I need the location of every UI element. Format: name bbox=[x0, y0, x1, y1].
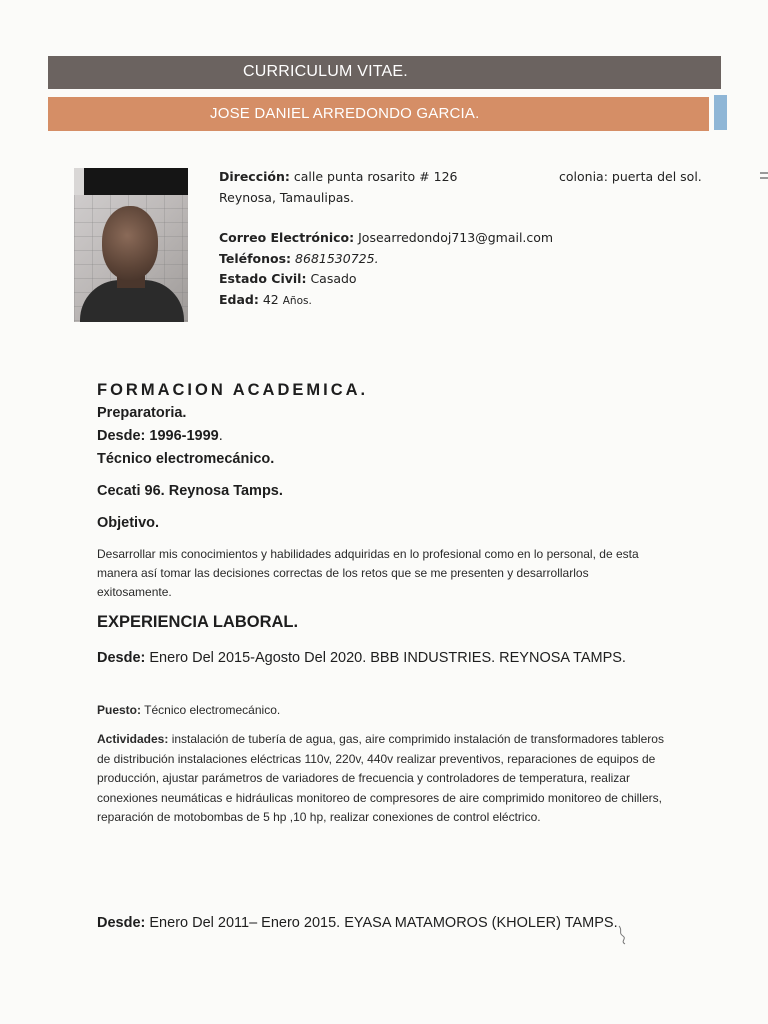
job2-since-value: Enero Del 2011– Enero 2015. EYASA MATAMOROS (KHOLER) TAMPS. bbox=[149, 915, 618, 931]
job1-position bbox=[97, 703, 280, 717]
education-school: Cecati 96. Reynosa Tamps. bbox=[97, 483, 283, 499]
address-line bbox=[219, 169, 457, 184]
objective-text: Desarrollar mis conocimientos y habilidades adquiridas en lo profesional como en lo personal, de esta manera así tomar las decisiones correctas de los retos que se me presenten y desarrollarlos exitosamente. bbox=[97, 547, 639, 599]
accent-bar bbox=[714, 95, 727, 130]
pen-mark-icon bbox=[616, 924, 630, 946]
phone-value: 8681530725. bbox=[295, 251, 379, 266]
job1-activities-label: Actividades: bbox=[97, 732, 169, 746]
age-value: 42 bbox=[262, 292, 279, 307]
address-label: Dirección: bbox=[219, 169, 290, 184]
phone-label: Teléfonos: bbox=[219, 251, 292, 266]
email-label: Correo Electrónico: bbox=[219, 230, 355, 245]
education-degree: Técnico electromecánico. bbox=[97, 451, 275, 467]
person-name: JOSE DANIEL ARREDONDO GARCIA. bbox=[210, 105, 480, 122]
job1-activities bbox=[97, 730, 667, 828]
title-bar bbox=[48, 56, 721, 89]
profile-photo bbox=[74, 168, 188, 322]
job1-position-label: Puesto: bbox=[97, 703, 142, 717]
since-value: 1996-1999 bbox=[149, 428, 219, 444]
edge-mark bbox=[760, 177, 768, 179]
job1-since-label: Desde: bbox=[97, 650, 146, 666]
email-value: Josearredondoj713@gmail.com bbox=[358, 230, 554, 245]
since-dot: . bbox=[218, 428, 223, 444]
job2-since-label: Desde: bbox=[97, 915, 146, 931]
job2-since bbox=[97, 913, 657, 934]
colonia: colonia: puerta del sol. bbox=[559, 169, 702, 184]
name-bar bbox=[48, 97, 709, 131]
age-line bbox=[219, 292, 312, 307]
education-level: Preparatoria. bbox=[97, 405, 187, 421]
cv-title: CURRICULUM VITAE. bbox=[243, 63, 408, 80]
civil-value: Casado bbox=[310, 271, 357, 286]
experience-heading: EXPERIENCIA LABORAL. bbox=[97, 613, 299, 631]
email-line bbox=[219, 230, 553, 245]
age-unit: Años. bbox=[282, 295, 312, 307]
age-label: Edad: bbox=[219, 292, 259, 307]
address-value: calle punta rosarito # 126 bbox=[293, 169, 458, 184]
city: Reynosa, Tamaulipas. bbox=[219, 190, 354, 205]
phone-line bbox=[219, 251, 379, 266]
civil-line bbox=[219, 271, 357, 286]
job1-since bbox=[97, 648, 667, 669]
edge-mark bbox=[760, 172, 768, 174]
job1-since-value: Enero Del 2015-Agosto Del 2020. BBB INDUSTRIES. REYNOSA TAMPS. bbox=[149, 650, 626, 666]
education-since bbox=[97, 428, 223, 444]
job1-position-value: Técnico electromecánico. bbox=[144, 703, 281, 717]
since-label: Desde: bbox=[97, 428, 146, 444]
education-heading: FORMACION ACADEMICA. bbox=[97, 381, 369, 399]
job1-activities-value: instalación de tubería de agua, gas, aire comprimido instalación de transformadores tableros de distribución instalaciones eléctricas 110v, 220v, 440v realizar preventivos, reparaciones de equipos de producción, ajustar parámetros de variadores de frecuencia y controladores de temperatura, realizar conexiones neumáticas e hidráulicas monitoreo de compresores de aire comprimido monitoreo de chillers, reparación de motobombas de 5 hp ,10 hp, realizar conexiones de control eléctrico. bbox=[97, 732, 664, 824]
civil-label: Estado Civil: bbox=[219, 271, 307, 286]
objective-heading: Objetivo. bbox=[97, 515, 160, 531]
